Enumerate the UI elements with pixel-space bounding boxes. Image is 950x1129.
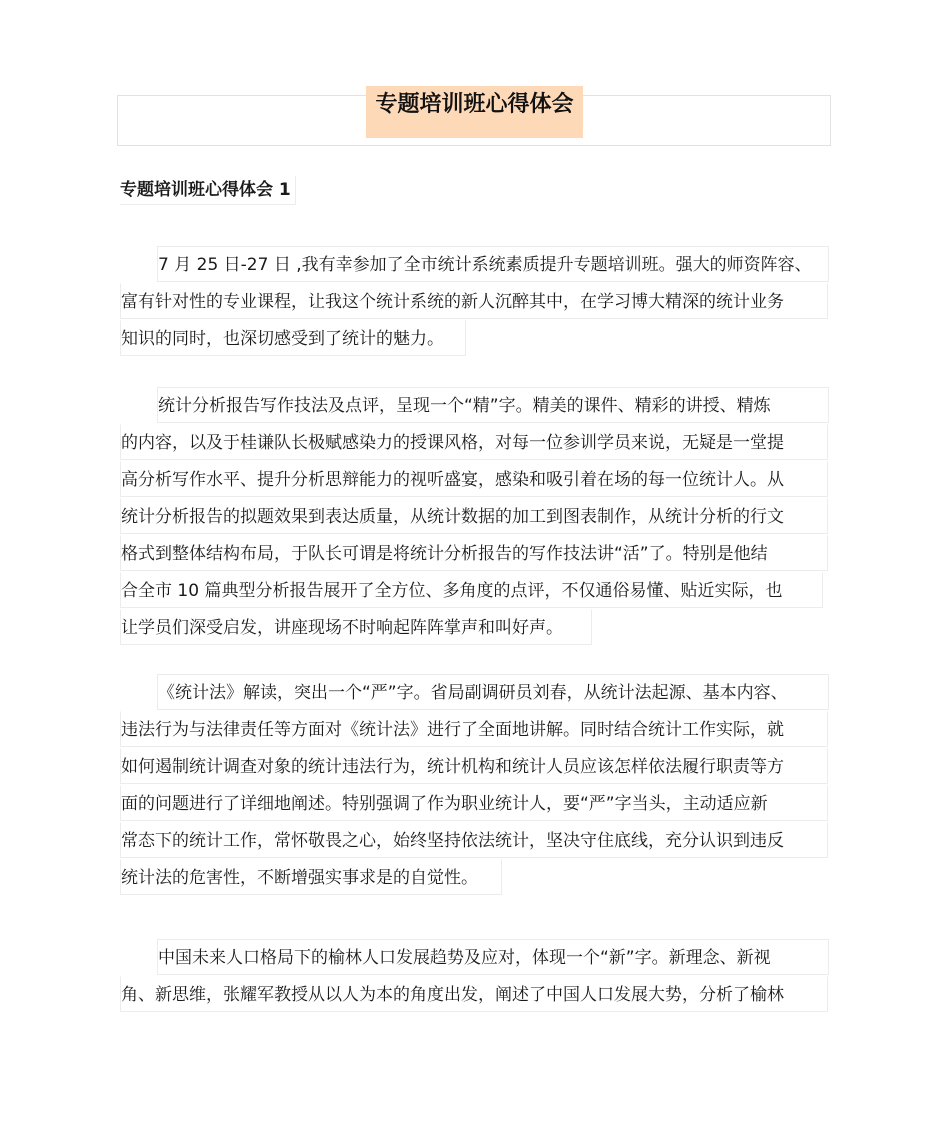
- paragraph-line: 让学员们深受启发，讲座现场不时响起阵阵掌声和叫好声。: [120, 609, 592, 645]
- paragraph-line: 常态下的统计工作，常怀敬畏之心，始终坚持依法统计，坚决守住底线，充分认识到违反: [120, 822, 828, 858]
- paragraph-line: 《统计法》解读，突出一个“严”字。省局副调研员刘春，从统计法起源、基本内容、: [157, 674, 829, 710]
- paragraph-line: 的内容，以及于桂谦队长极赋感染力的授课风格，对每一位参训学员来说，无疑是一堂提: [120, 424, 828, 460]
- paragraph-line: 角、新思维，张耀军教授从以人为本的角度出发，阐述了中国人口发展大势，分析了榆林: [120, 976, 828, 1012]
- paragraph-line: 知识的同时，也深切感受到了统计的魅力。: [120, 320, 466, 356]
- paragraph-line: 面的问题进行了详细地阐述。特别强调了作为职业统计人，要“严”字当头，主动适应新: [120, 785, 828, 821]
- paragraph-line: 7 月 25 日-27 日 ,我有幸参加了全市统计系统素质提升专题培训班。强大的师资阵容、: [157, 246, 829, 282]
- paragraph-line: 合全市 10 篇典型分析报告展开了全方位、多角度的点评，不仅通俗易懂、贴近实际，也: [120, 572, 823, 608]
- paragraph-line: 中国未来人口格局下的榆林人口发展趋势及应对，体现一个“新”字。新理念、新视: [157, 939, 829, 975]
- paragraph-line: 格式到整体结构布局，于队长可谓是将统计分析报告的写作技法讲“活”了。特别是他结: [120, 535, 828, 571]
- section-heading: 专题培训班心得体会 1: [120, 176, 296, 205]
- paragraph-line: 如何遏制统计调查对象的统计违法行为，统计机构和统计人员应该怎样依法履行职责等方: [120, 748, 828, 784]
- paragraph-line: 违法行为与法律责任等方面对《统计法》进行了全面地讲解。同时结合统计工作实际，就: [120, 711, 828, 747]
- paragraph-line: 富有针对性的专业课程，让我这个统计系统的新人沉醉其中，在学习博大精深的统计业务: [120, 283, 828, 319]
- document-title: 专题培训班心得体会: [375, 92, 574, 117]
- paragraph-line: 高分析写作水平、提升分析思辩能力的视听盛宴，感染和吸引着在场的每一位统计人。从: [120, 461, 828, 497]
- paragraph-line: 统计分析报告的拟题效果到表达质量，从统计数据的加工到图表制作，从统计分析的行文: [120, 498, 828, 534]
- paragraph-line: 统计法的危害性，不断增强实事求是的自觉性。: [120, 859, 502, 895]
- paragraph-line: 统计分析报告写作技法及点评，呈现一个“精”字。精美的课件、精彩的讲授、精炼: [157, 387, 829, 423]
